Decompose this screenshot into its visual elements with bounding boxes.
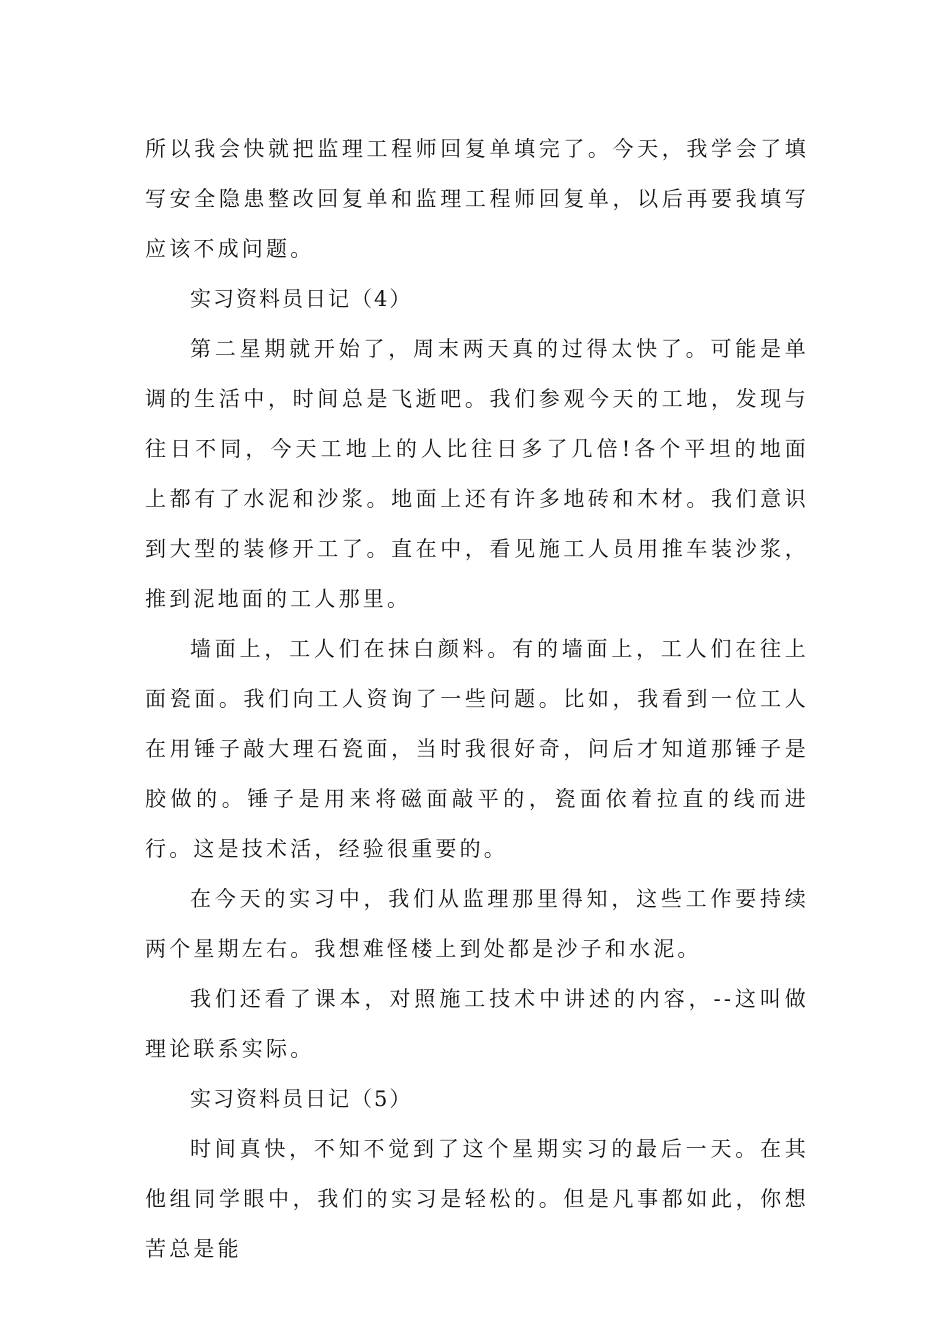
paragraph-week-two: 第二星期就开始了，周末两天真的过得太快了。可能是单调的生活中，时间总是飞逝吧。我们参观今天的工地，发现与往日不同，今天工地上的人比往日多了几倍!各个平坦的地面上都有了水泥和沙浆。地面上还有许多地砖和木材。我们意识到大型的装修开工了。直在中，看见施工人员用推车装沙浆，推到泥地面的工人那里。 [145,337,809,611]
document-body [145,124,809,1274]
diary-heading-4: 实习资料员日记（4） [190,287,413,311]
diary-heading-5: 实习资料员日记（5） [190,1087,413,1111]
paragraph-textbook: 我们还看了课本，对照施工技术中讲述的内容，--这叫做理论联系实际。 [145,987,809,1061]
paragraph-supervisor-info: 在今天的实习中，我们从监理那里得知，这些工作要持续两个星期左右。我想难怪楼上到处都是沙子和水泥。 [145,887,809,961]
paragraph-wall-work: 墙面上，工人们在抹白颜料。有的墙面上，工人们在往上面瓷面。我们向工人资询了一些问题。比如，我看到一位工人在用锤子敲大理石瓷面，当时我很好奇，问后才知道那锤子是胶做的。锤子是用来将磁面敲平的，瓷面依着拉直的线而进行。这是技术活，经验很重要的。 [145,637,809,861]
paragraph-last-day: 时间真快，不知不觉到了这个星期实习的最后一天。在其他组同学眼中，我们的实习是轻松的。但是凡事都如此，你想苦总是能 [145,1137,809,1261]
paragraph-continuation: 所以我会快就把监理工程师回复单填完了。今天，我学会了填写安全隐患整改回复单和监理工程师回复单，以后再要我填写应该不成问题。 [145,137,809,261]
